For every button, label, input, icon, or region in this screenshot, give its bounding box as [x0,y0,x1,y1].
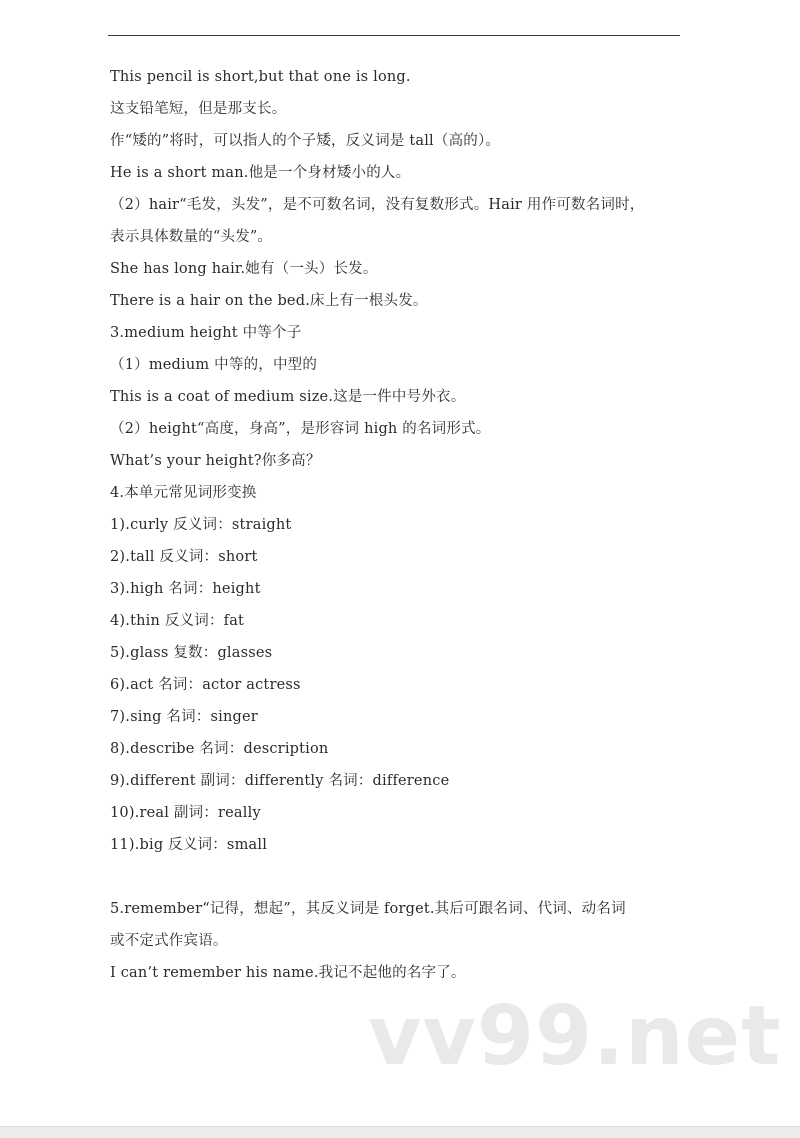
list-item: 4).thin 反义词：fat [110,613,245,629]
list-item: 1).curly 反义词：straight [110,517,292,533]
paragraph: （2）height“高度，身高”，是形容词 high 的名词形式。 [110,421,491,437]
paragraph: 这支铅笔短，但是那支长。 [110,101,287,117]
paragraph: He is a short man.他是一个身材矮小的人。 [110,165,411,181]
list-item: 10).real 副词：really [110,805,261,821]
paragraph: 或不定式作宾语。 [110,933,228,949]
section-heading: 3.medium height 中等个子 [110,325,302,341]
paragraph: 表示具体数量的“头发”。 [110,229,273,245]
paragraph: What’s your height?你多高？ [110,453,321,469]
list-item: 3).high 名词：height [110,581,261,597]
list-item: 6).act 名词：actor actress [110,677,301,693]
blank-line [110,864,700,896]
paragraph: She has long hair.她有（一头）长发。 [110,261,378,277]
paragraph: This pencil is short,but that one is long. [110,69,411,85]
list-item: 9).different 副词：differently 名词：difference [110,773,450,789]
paragraph: There is a hair on the bed.床上有一根头发。 [110,293,428,309]
watermark: vv99.net [368,989,782,1084]
paragraph: I can’t remember his name.我记不起他的名字了。 [110,965,466,981]
list-item: 2).tall 反义词：short [110,549,258,565]
list-item: 5).glass 复数：glasses [110,645,273,661]
list-item: 11).big 反义词：small [110,837,268,853]
paragraph: This is a coat of medium size.这是一件中号外衣。 [110,389,466,405]
paragraph: （1）medium 中等的，中型的 [110,357,318,373]
paragraph: 作“矮的”将时，可以指人的个子矮，反义词是 tall（高的）。 [110,133,501,149]
section-heading: 4.本单元常见词形变换 [110,485,257,501]
paragraph: （2）hair“毛发，头发”，是不可数名词，没有复数形式。Hair 用作可数名词时， [110,197,645,213]
list-item: 7).sing 名词：singer [110,709,258,725]
header-rule [108,35,680,36]
list-item: 8).describe 名词：description [110,741,329,757]
document-body [110,64,700,992]
page-bottom-edge [0,1126,800,1138]
section-heading: 5.remember“记得，想起”，其反义词是 forget.其后可跟名词、代词、动名词 [110,901,626,917]
